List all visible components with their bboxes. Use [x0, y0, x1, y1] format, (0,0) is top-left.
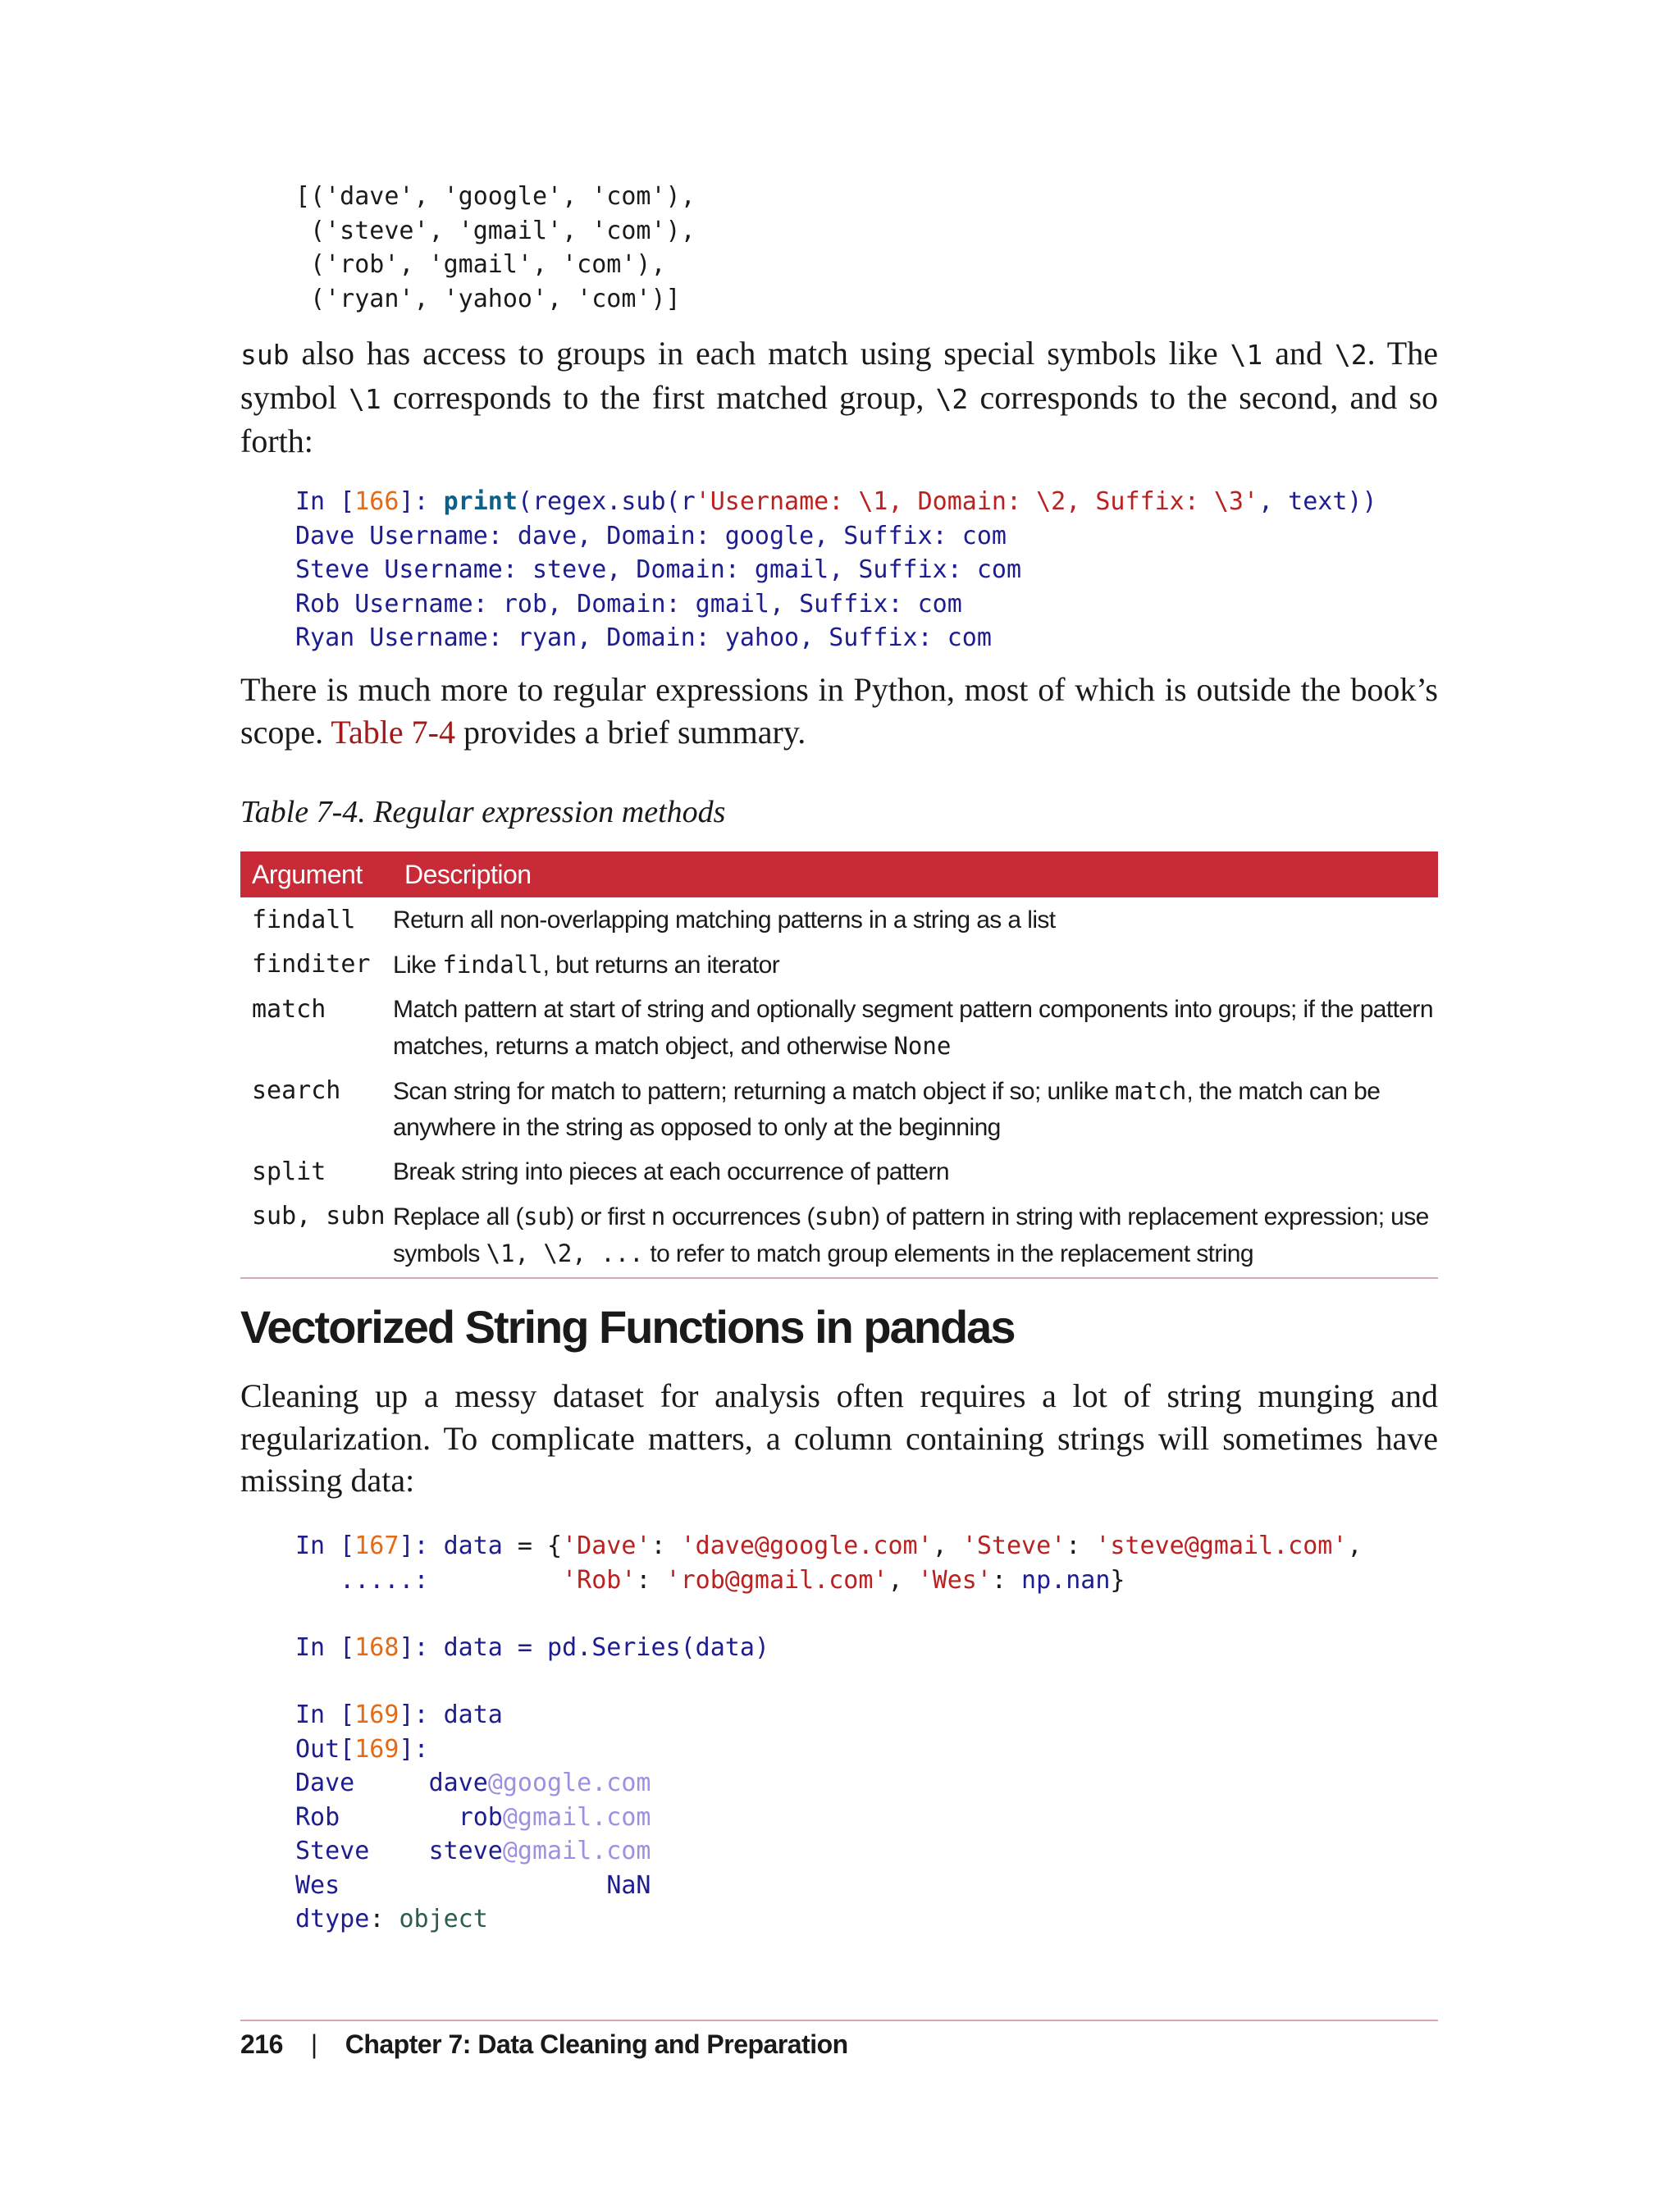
series-value-domain: @gmail.com — [502, 1802, 651, 1832]
cell-description: Break string into pieces at each occurrence of pattern — [393, 1158, 949, 1185]
punct: : — [651, 1532, 681, 1560]
inline-code: findall — [442, 951, 543, 979]
prompt: In [ — [295, 487, 355, 516]
text: corresponds to the second, and so forth: — [240, 378, 1439, 459]
text: Match pattern at start of string and optionally segment pattern components into groups; if the pattern matches, returns a match object, and otherwise — [393, 996, 1433, 1060]
series-index: Wes — [295, 1870, 429, 1900]
table-row — [240, 987, 1438, 1068]
prompt-number: 169 — [354, 1701, 399, 1729]
inline-code: n — [651, 1203, 666, 1230]
output-line: Ryan Username: ryan, Domain: yahoo, Suffix: com — [295, 623, 992, 652]
paragraph-summary — [240, 669, 1438, 753]
punct: : — [991, 1565, 1022, 1595]
text: Like — [393, 952, 443, 979]
table-caption: Table 7-4. Regular expression methods — [240, 795, 726, 829]
series-index: Rob — [295, 1802, 429, 1832]
cell-argument: match — [252, 995, 326, 1024]
code-call: , text)) — [1258, 487, 1377, 516]
punct: } — [1110, 1565, 1125, 1595]
prompt: ]: — [399, 1633, 444, 1662]
text: , the match can be anywhere in the string as opposed to only at the beginning — [393, 1078, 1381, 1141]
variable: data — [443, 1532, 503, 1560]
cell-argument: split — [252, 1157, 326, 1186]
operator: = { — [502, 1532, 563, 1560]
prompt: ]: — [399, 487, 444, 516]
inline-code: match — [1115, 1077, 1187, 1105]
string-literal: 'Rob' — [562, 1565, 637, 1595]
text: Replace all ( — [393, 1203, 523, 1230]
out-prompt: Out[ — [295, 1734, 355, 1764]
builtin: print — [443, 487, 518, 516]
series-value: NaN — [606, 1870, 651, 1900]
code-block-166 — [295, 485, 1377, 655]
cell-description — [393, 1073, 1438, 1146]
prompt: ]: — [399, 1701, 444, 1729]
text: , but returns an iterator — [542, 952, 780, 979]
cell-argument: findall — [252, 906, 356, 934]
text: also has access to groups in each match using special symbols like — [289, 335, 1230, 372]
text: ) or first — [566, 1203, 651, 1230]
series-value-domain: @gmail.com — [502, 1837, 651, 1865]
variable: np.nan — [1021, 1565, 1111, 1595]
cell-argument: finditer — [252, 950, 371, 979]
series-index: Steve — [295, 1837, 429, 1865]
string-literal: 'Wes' — [917, 1565, 992, 1595]
cell-argument: sub, subn — [252, 1202, 386, 1230]
code-line: ('ryan', 'yahoo', 'com')] — [295, 284, 681, 313]
inline-code: subn — [814, 1203, 872, 1230]
cell-description — [393, 1198, 1438, 1272]
output-line: Steve Username: steve, Domain: gmail, Suffix: com — [295, 555, 1022, 584]
code-line: ('rob', 'gmail', 'com'), — [295, 250, 666, 279]
series-value: dave — [428, 1769, 488, 1797]
punct: , — [888, 1565, 918, 1595]
punct: , — [1347, 1532, 1363, 1560]
prompt: In [ — [295, 1701, 355, 1729]
series-index: Dave — [295, 1769, 429, 1797]
punct: : — [1066, 1532, 1096, 1560]
inline-code: \1 — [1230, 339, 1263, 371]
table-row — [240, 897, 1438, 942]
output-line: Dave Username: dave, Domain: google, Suffix: com — [295, 521, 1007, 550]
inline-code: sub — [240, 339, 290, 371]
text: . The symbol — [240, 335, 1438, 416]
prompt-number: 167 — [354, 1532, 399, 1560]
series-value: rob — [458, 1802, 503, 1832]
prompt: In [ — [295, 1633, 355, 1662]
text: occurrences ( — [665, 1203, 815, 1230]
table-reference-link[interactable]: Table 7-4 — [331, 713, 455, 751]
footer-rule — [240, 2020, 1438, 2021]
pad — [429, 1871, 607, 1900]
prompt-number: 168 — [354, 1633, 399, 1662]
code-block-168 — [295, 1631, 769, 1665]
code-statement: data = pd.Series(data) — [443, 1633, 769, 1662]
paragraph-sub-groups — [240, 332, 1438, 463]
table-row — [240, 942, 1438, 987]
output-line: Rob Username: rob, Domain: gmail, Suffix: com — [295, 589, 962, 619]
series-value-domain: @google.com — [487, 1769, 651, 1797]
table-row — [240, 1068, 1438, 1149]
paragraph-messy-dataset: Cleaning up a messy dataset for analysis often requires a lot of string munging and regularization. To complicate matters, a column containing strings will sometimes have missing data: — [240, 1377, 1438, 1499]
footer-separator: | — [310, 2029, 317, 2059]
chapter-title: Chapter 7: Data Cleaning and Preparation — [345, 2029, 848, 2059]
prompt-number: 166 — [354, 487, 399, 516]
string-literal: 'Steve' — [961, 1532, 1066, 1560]
text: and — [1262, 335, 1335, 372]
text: corresponds to the first matched group, — [381, 378, 936, 416]
code-block-tuples — [295, 180, 696, 316]
prompt: ]: — [399, 1532, 444, 1560]
table-bottom-rule — [240, 1277, 1438, 1279]
text: ) of pattern in string with replacement expression; use symbols — [393, 1203, 1429, 1267]
table-row — [240, 1149, 1438, 1194]
section-heading: Vectorized String Functions in pandas — [240, 1301, 1015, 1353]
code-line: ('steve', 'gmail', 'com'), — [295, 216, 696, 245]
inline-code: \2 — [935, 382, 969, 415]
cell-description — [393, 992, 1438, 1065]
string-literal: 'dave@google.com' — [680, 1532, 933, 1560]
inline-code: None — [893, 1032, 952, 1060]
cell-description — [393, 947, 1438, 984]
text: to refer to match group elements in the replacement string — [643, 1240, 1253, 1267]
series-value: steve — [428, 1837, 503, 1865]
continuation-prompt: .....: — [295, 1565, 563, 1595]
prompt: In [ — [295, 1532, 355, 1560]
code-block-167 — [295, 1529, 1362, 1597]
pad — [429, 1803, 459, 1832]
regex-methods-table — [240, 851, 1438, 1279]
punct: , — [932, 1532, 962, 1560]
table-header — [240, 851, 1438, 897]
text: There is much more to regular expressions in Python, most of which is outside the book’s scope. — [240, 671, 1438, 751]
dtype-value: object — [399, 1905, 488, 1933]
table-row — [240, 1194, 1438, 1276]
inline-code: \1 — [348, 382, 381, 415]
page-number: 216 — [240, 2029, 283, 2059]
punct: : — [636, 1565, 666, 1595]
prompt-number: 169 — [354, 1734, 399, 1764]
code-block-169 — [295, 1698, 651, 1937]
text: provides a brief summary. — [454, 713, 806, 751]
header-argument: Argument — [252, 859, 363, 889]
code-call: (regex.sub(r — [517, 487, 696, 516]
cell-argument: search — [252, 1076, 341, 1105]
string-literal: 'steve@gmail.com' — [1095, 1532, 1348, 1560]
page-footer — [240, 2029, 848, 2060]
out-prompt: ]: — [399, 1734, 429, 1764]
variable: data — [443, 1701, 503, 1729]
dtype-label: dtype — [295, 1905, 370, 1933]
string-literal: 'rob@gmail.com' — [665, 1565, 888, 1595]
inline-code: \1, \2, ... — [486, 1239, 644, 1267]
header-description: Description — [404, 859, 532, 889]
inline-code: sub — [523, 1203, 567, 1230]
code-line: [('dave', 'google', 'com'), — [295, 182, 696, 211]
string-literal: 'Dave' — [562, 1532, 651, 1560]
inline-code: \2 — [1334, 339, 1367, 371]
string-literal: 'Username: \1, Domain: \2, Suffix: \3' — [695, 487, 1259, 516]
cell-description: Return all non-overlapping matching patterns in a string as a list — [393, 906, 1056, 934]
punct: : — [369, 1905, 399, 1933]
text: Scan string for match to pattern; returning a match object if so; unlike — [393, 1078, 1115, 1105]
